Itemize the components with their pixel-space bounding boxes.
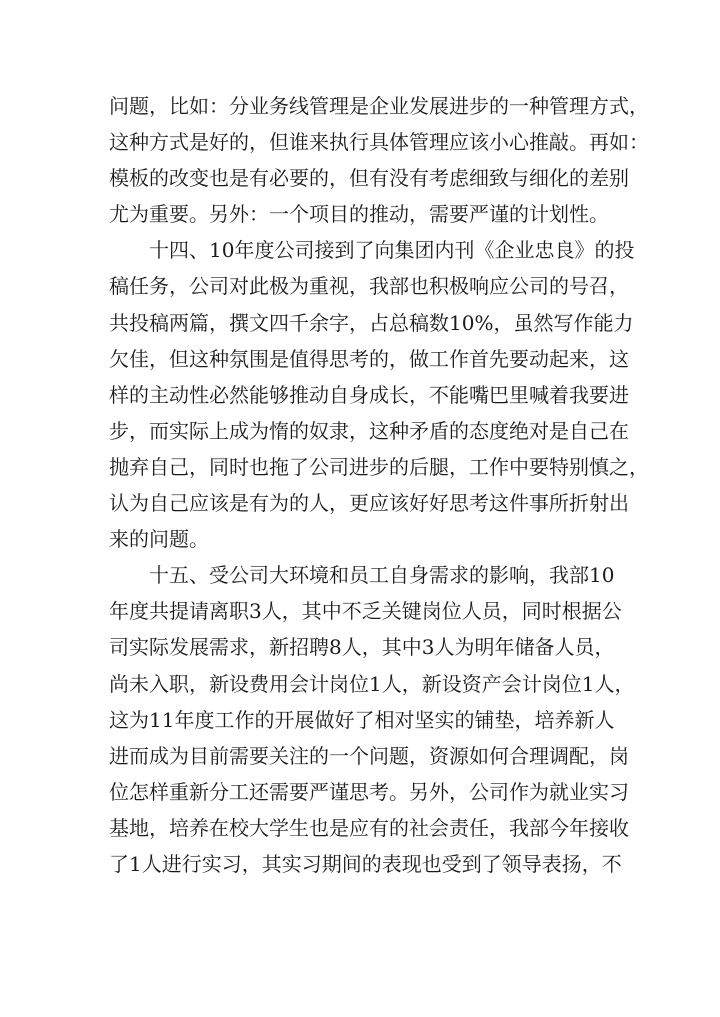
text-line: 问题，比如：分业务线管理是企业发展进步的一种管理方式， — [109, 94, 649, 118]
text-line: 尚未入职，新设费用会计岗位1人，新设资产会计岗位1人， — [109, 671, 635, 696]
text-line: 司实际发展需求，新招聘8人，其中3人为明年储备人员， — [109, 635, 615, 660]
text-line: 模板的改变也是有必要的，但有没有考虑细致与细化的差别 — [109, 166, 629, 191]
text-line: 这为11年度工作的开展做好了相对坚实的铺垫，培养新人 — [109, 707, 615, 732]
text-line: 样的主动性必然能够推动自身成长，不能嘴巴里喊着我要进 — [109, 382, 629, 407]
text-line: 步，而实际上成为惰的奴隶，这种矛盾的态度绝对是自己在 — [109, 418, 629, 443]
text-line: 年度共提请离职3人，其中不乏关键岗位人员，同时根据公 — [109, 599, 622, 624]
text-line: 这种方式是好的，但谁来执行具体管理应该小心推敲。再如： — [109, 130, 649, 155]
paragraph-14-first-line: 十四、10年度公司接到了向集团内刊《企业忠良》的投 — [149, 238, 635, 263]
text-line: 抛弃自己，同时也拖了公司进步的后腿，工作中要特别慎之， — [109, 454, 649, 479]
text-line: 基地，培养在校大学生也是应有的社会责任，我部今年接收 — [109, 815, 629, 840]
text-line: 欠佳，但这种氛围是值得思考的，做工作首先要动起来，这 — [109, 346, 629, 371]
paragraph-15-first-line: 十五、受公司大环境和员工自身需求的影响，我部10 — [149, 563, 615, 588]
text-line: 共投稿两篇，撰文四千余字，占总稿数10%，虽然写作能力 — [109, 310, 634, 335]
text-line: 了1人进行实习，其实习期间的表现也受到了领导表扬，不 — [109, 851, 622, 876]
text-line: 进而成为目前需要关注的一个问题，资源如何合理调配，岗 — [109, 743, 629, 768]
body-text — [109, 88, 649, 882]
text-line: 认为自己应该是有为的人，更应该好好思考这件事所折射出 — [109, 491, 629, 516]
text-line: 位怎样重新分工还需要严谨思考。另外，公司作为就业实习 — [109, 779, 629, 804]
text-line: 稿任务，公司对此极为重视，我部也积极响应公司的号召， — [109, 274, 629, 299]
text-line: 尤为重要。另外：一个项目的推动，需要严谨的计划性。 — [109, 202, 609, 227]
text-line: 来的问题。 — [109, 527, 209, 552]
